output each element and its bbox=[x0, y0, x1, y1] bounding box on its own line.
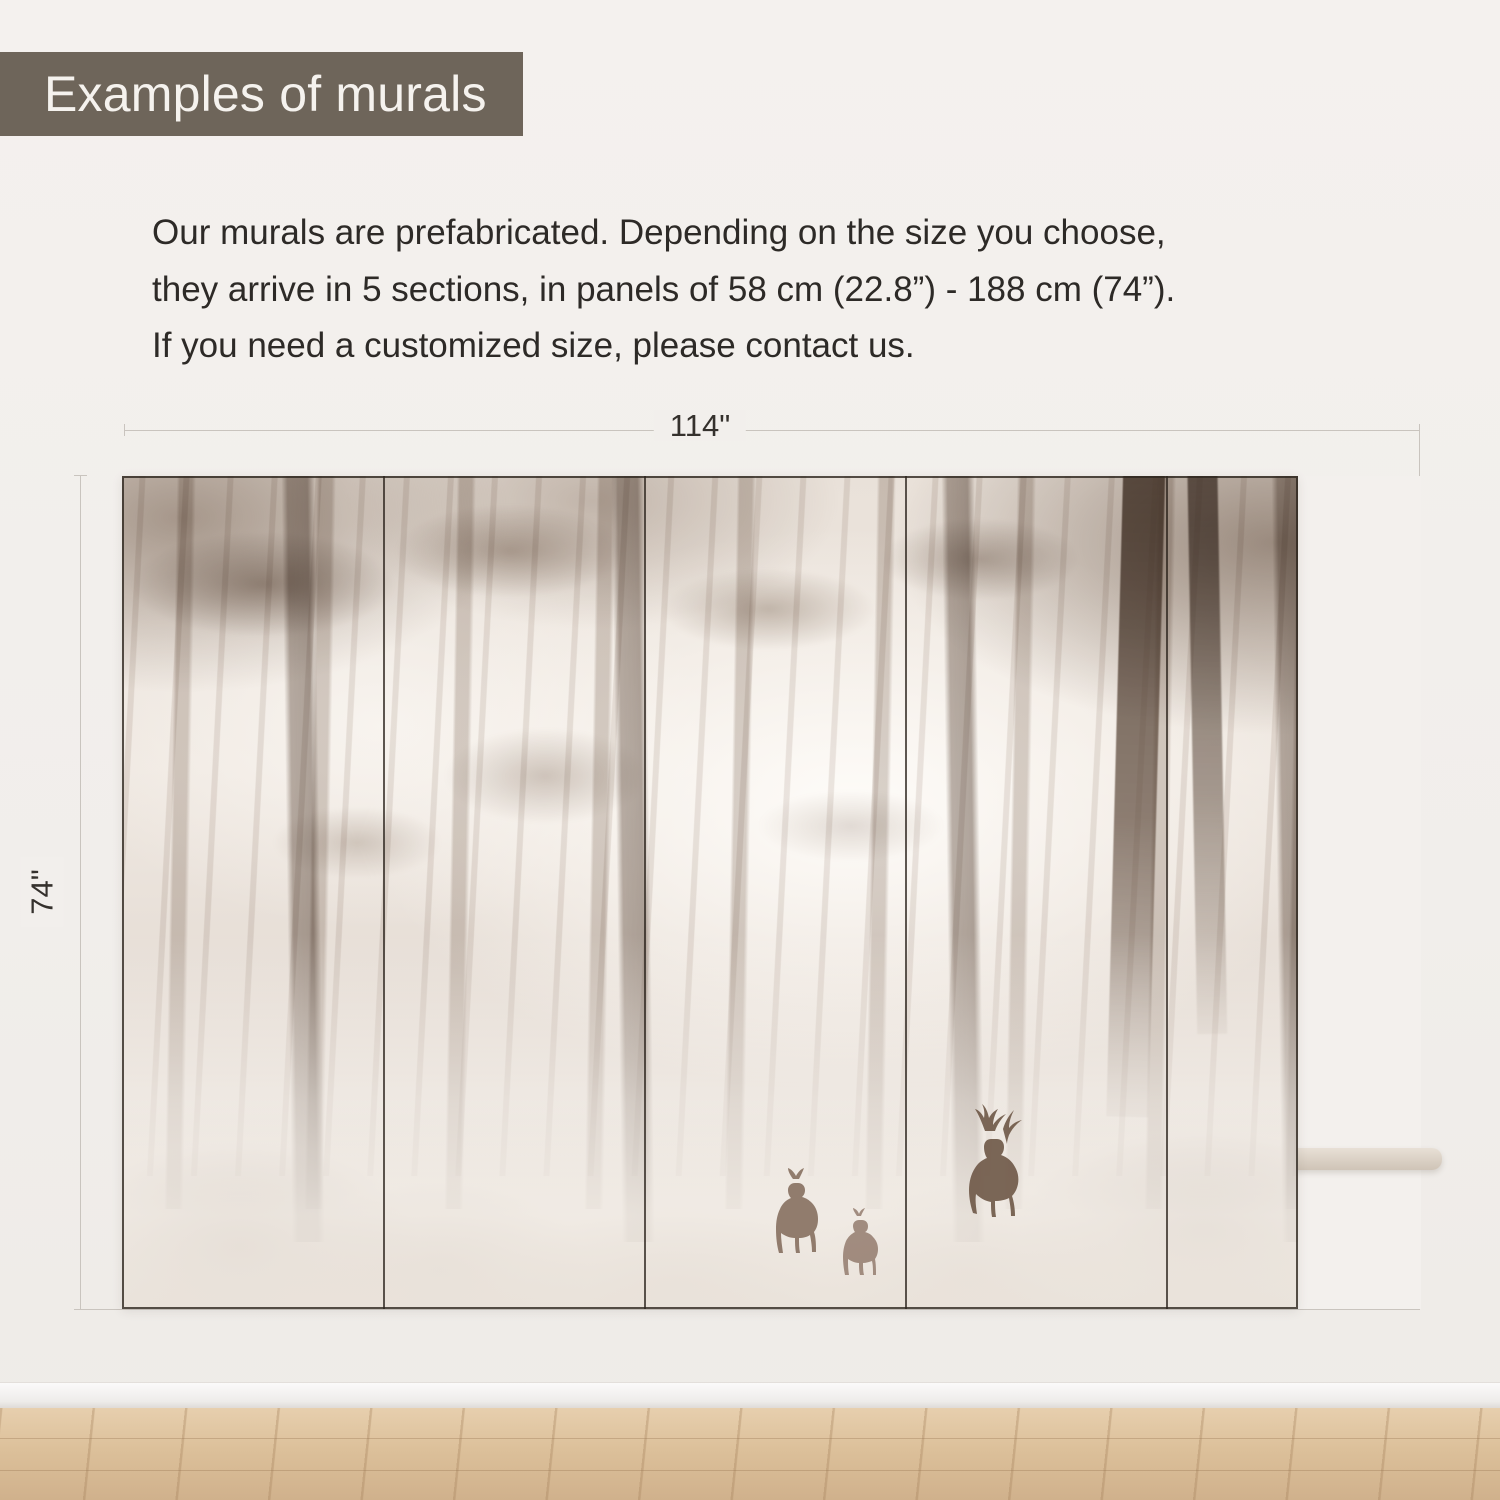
panel-seam-1 bbox=[383, 476, 385, 1309]
panel-seam-2 bbox=[644, 476, 646, 1309]
fawn-deer-icon bbox=[833, 1206, 893, 1276]
mural-artwork bbox=[122, 476, 1298, 1309]
dimension-line-top bbox=[124, 430, 1420, 431]
description-line-3: If you need a customized size, please contact us. bbox=[152, 326, 915, 366]
panel-5-blank-wall bbox=[1298, 476, 1421, 1309]
floor-plank-line bbox=[0, 1470, 1500, 1471]
panel-seam-3 bbox=[905, 476, 907, 1309]
skirting-board bbox=[0, 1382, 1500, 1409]
dimension-line-bottom bbox=[80, 1309, 1420, 1310]
dimension-tick-left-top bbox=[74, 475, 87, 476]
stag-deer-icon bbox=[945, 1087, 1041, 1217]
page-title: Examples of murals bbox=[44, 66, 487, 122]
description-line-1: Our murals are prefabricated. Depending on the size you choose, bbox=[152, 213, 1166, 252]
dimension-tick-left-bottom bbox=[74, 1309, 87, 1310]
mural-scene bbox=[0, 400, 1500, 1360]
width-dimension-label: 114" bbox=[654, 410, 746, 441]
dimension-tick-top-left bbox=[124, 424, 125, 436]
dimension-line-left bbox=[80, 475, 81, 1310]
description-text bbox=[152, 205, 1382, 375]
floor-plank-line bbox=[0, 1438, 1500, 1439]
description-line-2: they arrive in 5 sections, in panels of 58 cm (22.8”) - 188 cm (74”). bbox=[152, 269, 1176, 309]
dimension-tick-top-right bbox=[1419, 424, 1420, 436]
header-banner bbox=[0, 52, 523, 136]
panel-seam-4 bbox=[1166, 476, 1168, 1309]
wood-floor bbox=[0, 1408, 1500, 1500]
height-dimension-label: 74" bbox=[21, 857, 64, 927]
doe-deer-icon bbox=[763, 1167, 837, 1259]
ground-mist bbox=[122, 934, 1298, 1309]
